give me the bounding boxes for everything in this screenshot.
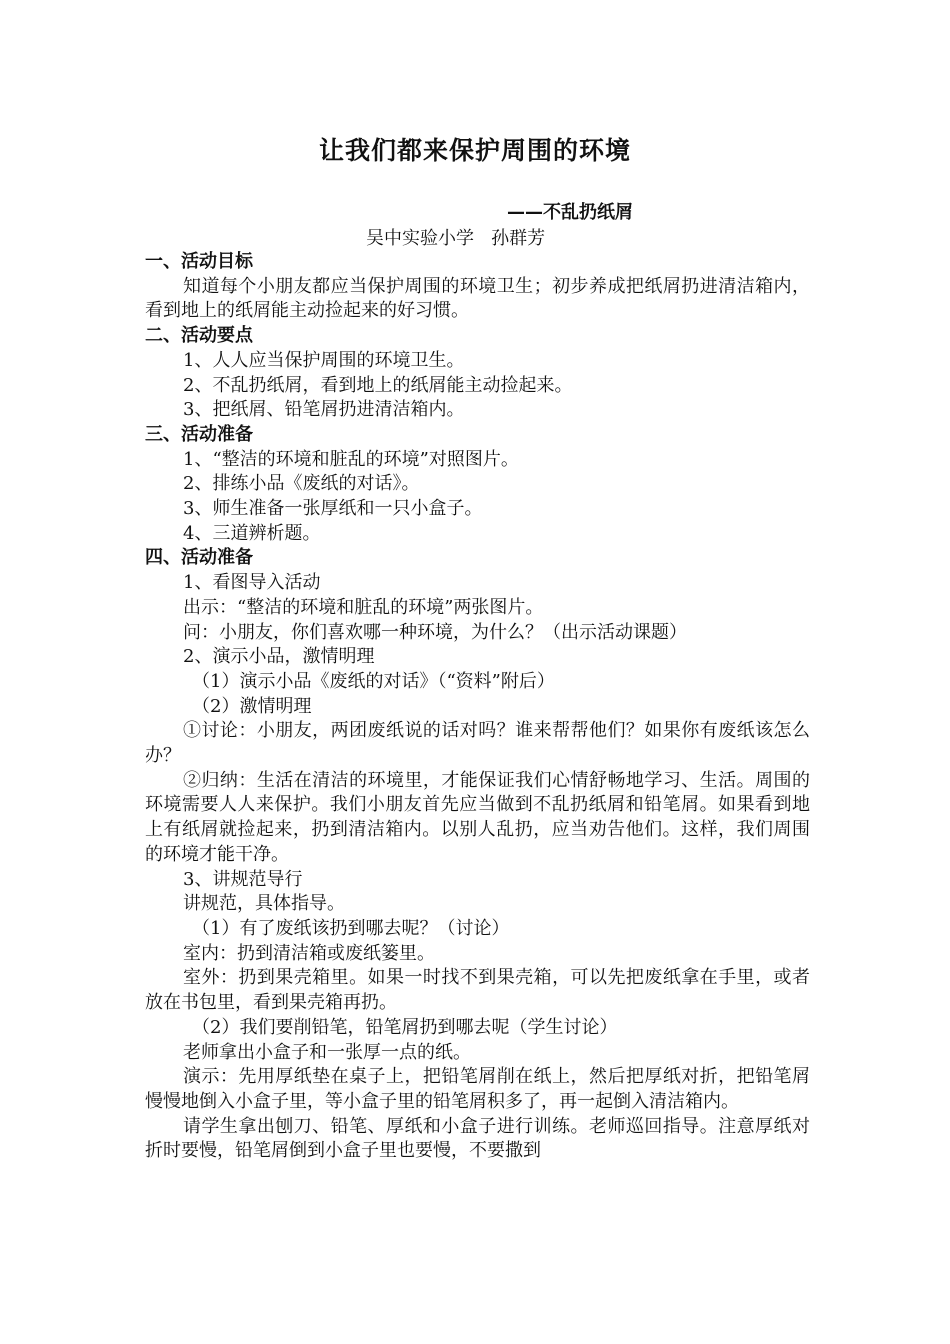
- section-heading-points: 二、活动要点: [145, 325, 253, 347]
- points-item-3: 3、把纸屑、铅笔屑扔进清洁箱内。: [183, 399, 465, 421]
- process-line-14: （2）我们要削铅笔，铅笔屑扔到哪去呢（学生讨论）: [192, 1016, 618, 1038]
- prep-item-4: 4、三道辨析题。: [183, 522, 321, 544]
- document-subtitle: ——不乱扔纸屑: [507, 202, 633, 223]
- process-line-2: 出示：“整洁的环境和脏乱的环境”两张图片。: [183, 596, 544, 618]
- points-item-1: 1、人人应当保护周围的环境卫生。: [183, 349, 465, 371]
- prep-item-2: 2、排练小品《废纸的对话》。: [183, 473, 420, 495]
- prep-item-3: 3、师生准备一张厚纸和一只小盒子。: [183, 498, 483, 520]
- document-body: [145, 250, 810, 1164]
- process-line-5: （1）演示小品《废纸的对话》（“资料”附后）: [192, 670, 555, 692]
- document-title: 让我们都来保护周围的环境: [318, 136, 631, 165]
- process-line-8: ②归纳：生活在清洁的环境里，才能保证我们心情舒畅地学习、生活。周围的环境需要人人来保护。我们小朋友首先应当做到不乱扔纸屑和铅笔屑。如果看到地上有纸屑就捡起来，扔到清洁箱内。以别人乱扔，应当劝告他们。这样，我们周围的环境才能干净。: [145, 769, 810, 865]
- process-line-12: 室内：扔到清洁箱或废纸篓里。: [183, 942, 435, 964]
- goal-paragraph: 知道每个小朋友都应当保护周围的环境卫生；初步养成把纸屑扔进清洁箱内，看到地上的纸屑能主动捡起来的好习惯。: [145, 275, 810, 322]
- process-line-6: （2）激情明理: [192, 695, 312, 717]
- process-line-11: （1）有了废纸该扔到哪去呢？（讨论）: [192, 917, 510, 939]
- process-line-15: 老师拿出小盒子和一张厚一点的纸。: [183, 1041, 471, 1063]
- process-line-1: 1、看图导入活动: [183, 572, 321, 594]
- process-line-7: ①讨论：小朋友，两团废纸说的话对吗？谁来帮帮他们？如果你有废纸该怎么办？: [145, 720, 810, 767]
- process-line-4: 2、演示小品，激情明理: [183, 646, 375, 668]
- process-line-17: 请学生拿出刨刀、铅笔、厚纸和小盒子进行训练。老师巡回指导。注意厚纸对折时要慢，铅笔屑倒到小盒子里也要慢，不要撒到: [145, 1115, 810, 1162]
- author-line: 吴中实验小学 孙群芳: [366, 228, 546, 249]
- process-line-10: 讲规范，具体指导。: [183, 893, 345, 915]
- section-heading-process: 四、活动准备: [145, 547, 253, 569]
- process-line-13: 室外：扔到果壳箱里。如果一时找不到果壳箱，可以先把废纸拿在手里，或者放在书包里，看到果壳箱再扔。: [145, 967, 810, 1014]
- prep-item-1: 1、“整洁的环境和脏乱的环境”对照图片。: [183, 448, 519, 470]
- process-line-3: 问：小朋友，你们喜欢哪一种环境，为什么？（出示活动课题）: [183, 621, 687, 643]
- points-item-2: 2、不乱扔纸屑，看到地上的纸屑能主动捡起来。: [183, 374, 573, 396]
- process-line-9: 3、讲规范导行: [183, 868, 303, 890]
- process-line-16: 演示：先用厚纸垫在桌子上，把铅笔屑削在纸上，然后把厚纸对折，把铅笔屑慢慢地倒入小盒子里，等小盒子里的铅笔屑积多了，再一起倒入清洁箱内。: [145, 1066, 810, 1112]
- section-heading-goal: 一、活动目标: [145, 251, 253, 272]
- section-heading-prep: 三、活动准备: [145, 423, 253, 445]
